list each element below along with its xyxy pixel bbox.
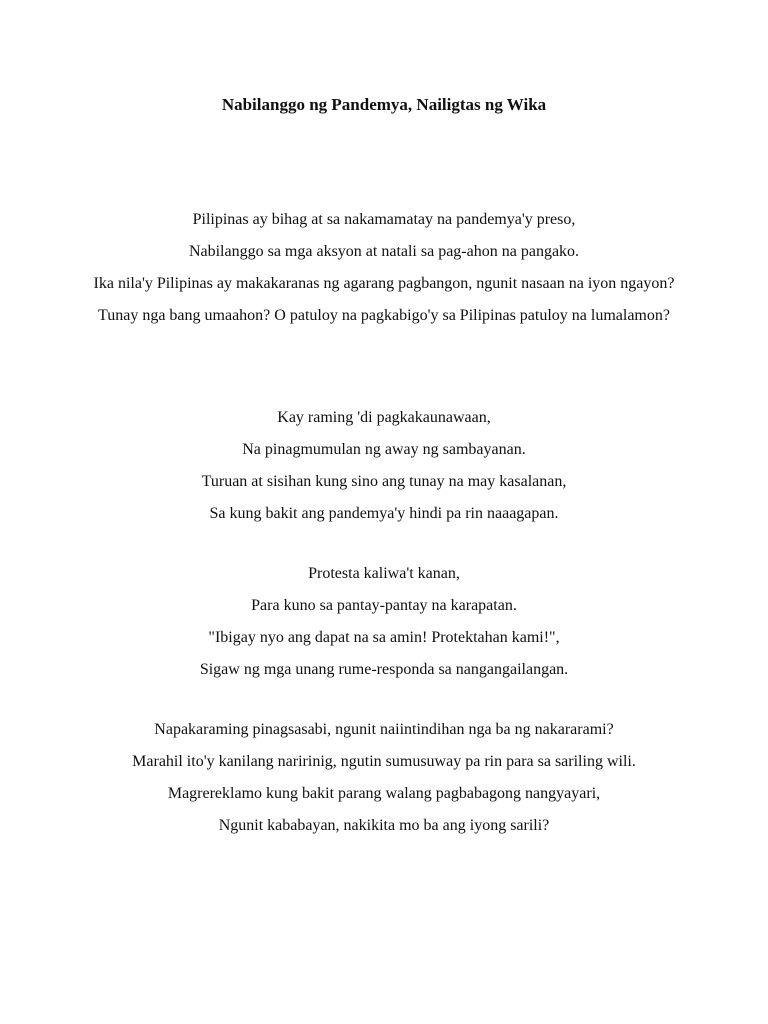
stanza-line: Para kuno sa pantay-pantay na karapatan. — [251, 597, 517, 614]
poem-title: Nabilanggo ng Pandemya, Nailigtas ng Wika — [221, 95, 547, 114]
stanza-3 — [84, 564, 684, 692]
stanza-line: Ngunit kababayan, nakikita mo ba ang iyong sarili? — [218, 817, 550, 834]
stanza-line: Ika nila'y Pilipinas ay makakaranas ng agarang pagbangon, ngunit nasaan na iyon ngayon? — [93, 275, 675, 292]
stanza-line: Nabilanggo sa mga aksyon at natali sa pag-ahon na pangako. — [188, 243, 580, 260]
stanza-line: Marahil ito'y kanilang naririnig, ngutin sumusuway pa rin para sa sariling wili. — [132, 753, 636, 770]
stanza-line: Protesta kaliwa't kanan, — [308, 565, 460, 582]
stanza-4 — [84, 720, 684, 848]
stanza-2 — [84, 408, 684, 536]
stanza-line: Sigaw ng mga unang rume-responda sa nangangailangan. — [199, 661, 569, 678]
stanza-line: Turuan at sisihan kung sino ang tunay na may kasalanan, — [201, 473, 567, 490]
stanza-line: Kay raming 'di pagkakaunawaan, — [277, 409, 491, 426]
stanza-line: Magrereklamo kung bakit parang walang pagbabagong nangyayari, — [167, 785, 601, 802]
stanza-line: Tunay nga bang umaahon? O patuloy na pagkabigo'y sa Pilipinas patuloy na lumalamon? — [98, 307, 670, 324]
stanza-line: Napakaraming pinagsasabi, ngunit naiintindihan nga ba ng nakararami? — [154, 721, 614, 738]
stanza-line: "Ibigay nyo ang dapat na sa amin! Protektahan kami!", — [208, 629, 560, 646]
stanza-line: Pilipinas ay bihag at sa nakamamatay na pandemya'y preso, — [192, 211, 576, 228]
stanza-line: Sa kung bakit ang pandemya'y hindi pa rin naaagapan. — [209, 505, 559, 522]
stanza-1 — [84, 210, 684, 338]
stanza-line: Na pinagmumulan ng away ng sambayanan. — [242, 441, 526, 458]
